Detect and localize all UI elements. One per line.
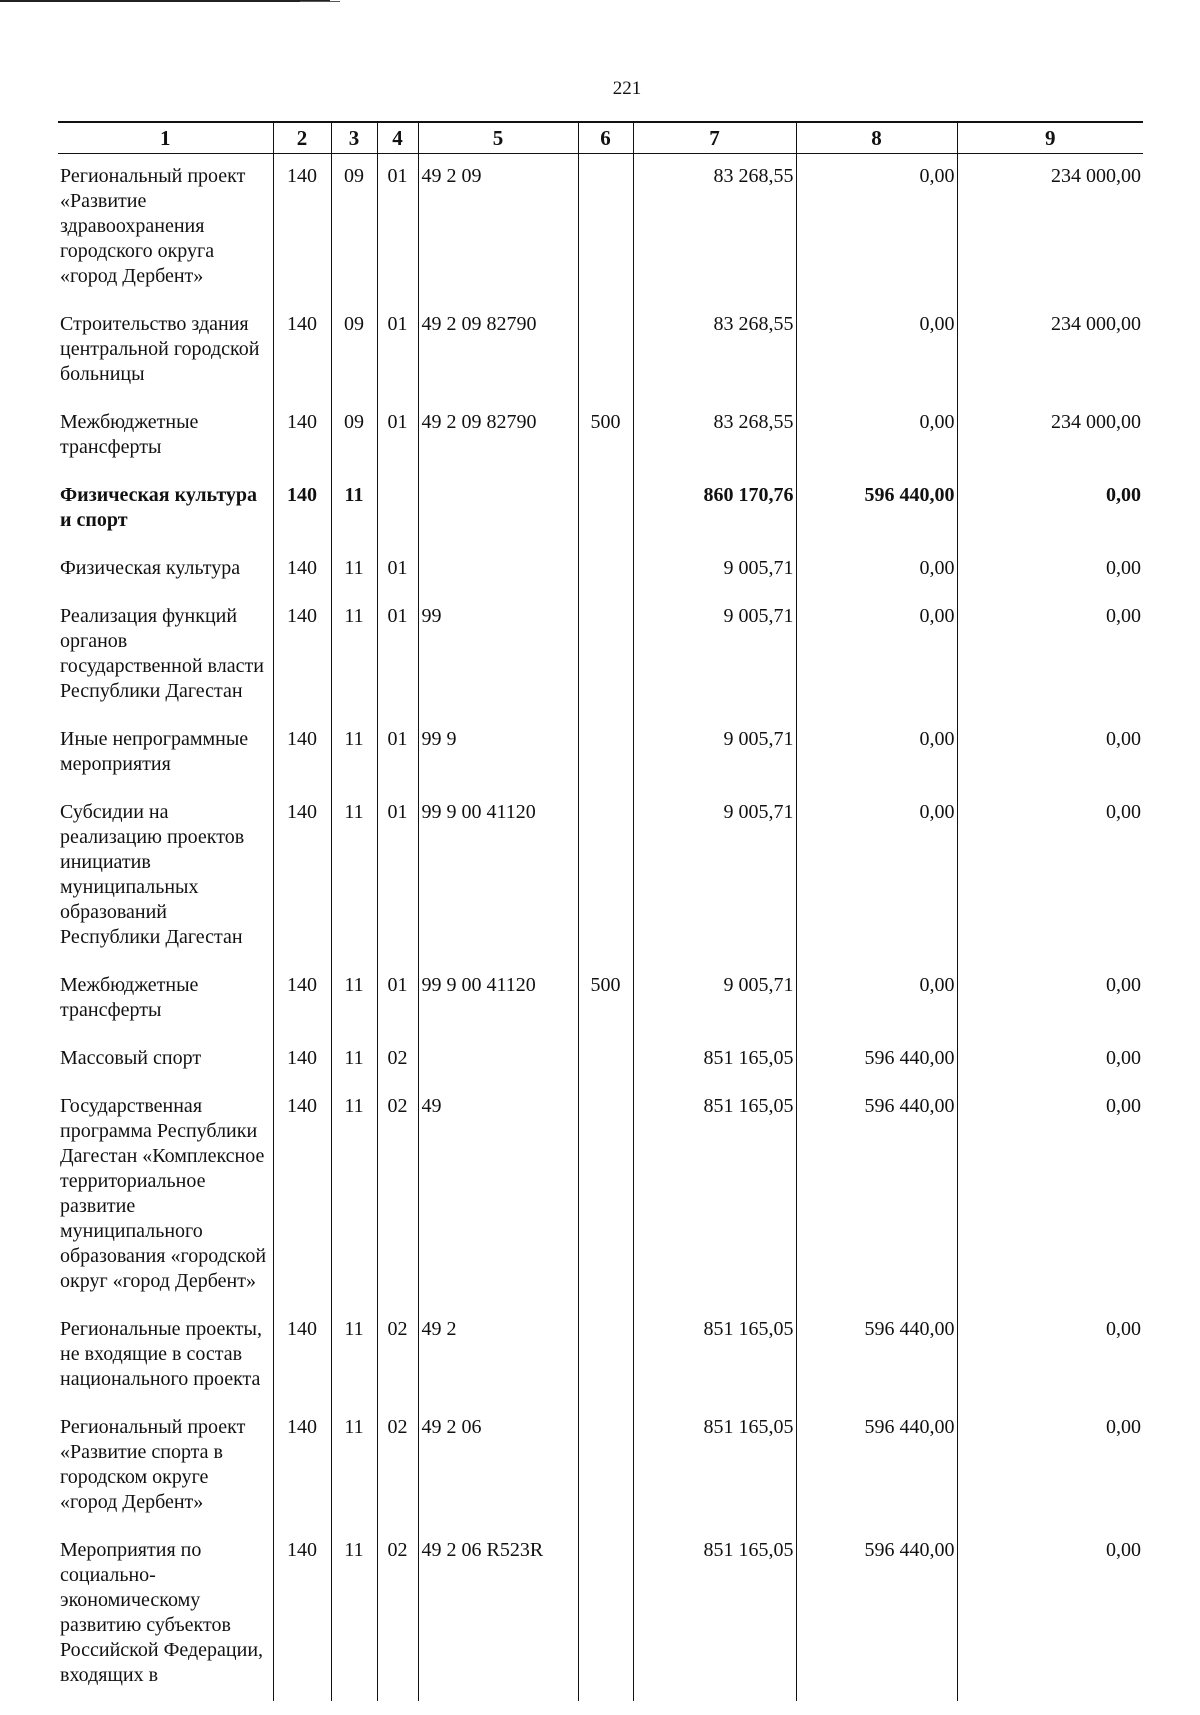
code-col6-cell <box>578 790 633 963</box>
code-col4-cell: 01 <box>377 594 418 717</box>
code-col5-cell: 49 <box>418 1084 578 1307</box>
amount-col8-cell: 596 440,00 <box>796 1084 957 1307</box>
amount-col8-cell: 0,00 <box>796 154 957 303</box>
code-col4-cell: 01 <box>377 963 418 1036</box>
column-header-3: 3 <box>331 122 377 154</box>
code-col3-cell: 09 <box>331 154 377 303</box>
amount-col8-cell: 596 440,00 <box>796 1036 957 1084</box>
row-name-cell: Иные непрограммные мероприятия <box>60 728 249 775</box>
scan-top-rule-fragment <box>300 1 340 2</box>
amount-col8-cell: 0,00 <box>796 790 957 963</box>
code-col2-cell: 140 <box>273 400 331 473</box>
code-col5-cell: 49 2 06 R523R <box>418 1528 578 1701</box>
code-col5-cell: 99 9 <box>418 717 578 790</box>
code-col5-cell <box>418 473 578 546</box>
column-header-9: 9 <box>957 122 1143 154</box>
code-col2-cell: 140 <box>273 1405 331 1528</box>
code-col2-cell: 140 <box>273 154 331 303</box>
amount-col9-cell: 0,00 <box>957 1405 1143 1528</box>
code-col5-cell <box>418 546 578 594</box>
amount-col7-cell: 9 005,71 <box>633 963 796 1036</box>
table-row <box>58 473 1143 546</box>
code-col3-cell: 11 <box>331 1405 377 1528</box>
amount-col7-cell: 83 268,55 <box>633 302 796 400</box>
row-name-cell: Физическая культура <box>60 557 241 579</box>
page-number: 221 <box>612 78 642 99</box>
row-name-cell: Строительство здания центральной городской больницы <box>60 313 260 385</box>
code-col5-cell: 49 2 06 <box>418 1405 578 1528</box>
code-col5-cell: 99 9 00 41120 <box>418 790 578 963</box>
scan-top-rule <box>0 0 330 2</box>
code-col5-cell: 49 2 09 82790 <box>418 302 578 400</box>
code-col6-cell <box>578 302 633 400</box>
code-col2-cell: 140 <box>273 717 331 790</box>
code-col3-cell: 11 <box>331 1084 377 1307</box>
table-row <box>58 400 1143 473</box>
amount-col9-cell: 0,00 <box>957 963 1143 1036</box>
code-col6-cell <box>578 594 633 717</box>
amount-col9-cell: 0,00 <box>957 473 1143 546</box>
column-header-1: 1 <box>58 122 273 154</box>
amount-col9-cell: 234 000,00 <box>957 154 1143 303</box>
amount-col9-cell: 234 000,00 <box>957 400 1143 473</box>
amount-col8-cell: 0,00 <box>796 302 957 400</box>
row-name-cell: Мероприятия по социально-экономическому развитию субъектов Российской Федерации, входящих в <box>60 1539 264 1686</box>
amount-col7-cell: 9 005,71 <box>633 594 796 717</box>
amount-col8-cell: 596 440,00 <box>796 1307 957 1405</box>
code-col4-cell: 01 <box>377 790 418 963</box>
amount-col9-cell: 0,00 <box>957 594 1143 717</box>
table-row <box>58 1528 1143 1701</box>
amount-col7-cell: 851 165,05 <box>633 1528 796 1701</box>
code-col3-cell: 11 <box>331 546 377 594</box>
amount-col8-cell: 0,00 <box>796 594 957 717</box>
row-name-cell: Массовый спорт <box>60 1047 202 1069</box>
code-col2-cell: 140 <box>273 1036 331 1084</box>
code-col4-cell: 02 <box>377 1405 418 1528</box>
code-col2-cell: 140 <box>273 302 331 400</box>
amount-col7-cell: 851 165,05 <box>633 1036 796 1084</box>
amount-col7-cell: 9 005,71 <box>633 717 796 790</box>
code-col3-cell: 09 <box>331 302 377 400</box>
row-name-cell: Региональный проект «Развитие спорта в городском округе «город Дербент» <box>60 1416 246 1513</box>
amount-col8-cell: 0,00 <box>796 400 957 473</box>
table-row <box>58 963 1143 1036</box>
table-row <box>58 594 1143 717</box>
code-col3-cell: 11 <box>331 1307 377 1405</box>
table-row <box>58 1036 1143 1084</box>
row-name-cell: Субсидии на реализацию проектов инициатив муниципальных образований Республики Дагестан <box>60 801 245 948</box>
row-name-cell: Региональный проект «Развитие здравоохранения городского округа «город Дербент» <box>60 165 246 287</box>
code-col2-cell: 140 <box>273 963 331 1036</box>
row-name-cell: Региональные проекты, не входящие в состав национального проекта <box>60 1318 262 1390</box>
code-col6-cell <box>578 1307 633 1405</box>
amount-col9-cell: 0,00 <box>957 546 1143 594</box>
code-col2-cell: 140 <box>273 1307 331 1405</box>
code-col4-cell: 01 <box>377 154 418 303</box>
code-col3-cell: 11 <box>331 473 377 546</box>
code-col2-cell: 140 <box>273 594 331 717</box>
amount-col7-cell: 860 170,76 <box>633 473 796 546</box>
code-col6-cell <box>578 1405 633 1528</box>
amount-col9-cell: 0,00 <box>957 1036 1143 1084</box>
table-row <box>58 717 1143 790</box>
table-row <box>58 1405 1143 1528</box>
amount-col8-cell: 0,00 <box>796 717 957 790</box>
code-col6-cell <box>578 1084 633 1307</box>
code-col4-cell: 01 <box>377 717 418 790</box>
amount-col7-cell: 83 268,55 <box>633 400 796 473</box>
code-col3-cell: 09 <box>331 400 377 473</box>
code-col4-cell <box>377 473 418 546</box>
column-header-6: 6 <box>578 122 633 154</box>
table-row <box>58 1084 1143 1307</box>
code-col5-cell: 49 2 <box>418 1307 578 1405</box>
amount-col8-cell: 0,00 <box>796 963 957 1036</box>
amount-col8-cell: 596 440,00 <box>796 473 957 546</box>
column-header-5: 5 <box>418 122 578 154</box>
code-col4-cell: 02 <box>377 1084 418 1307</box>
code-col5-cell <box>418 1036 578 1084</box>
column-header-7: 7 <box>633 122 796 154</box>
amount-col7-cell: 851 165,05 <box>633 1084 796 1307</box>
code-col3-cell: 11 <box>331 963 377 1036</box>
table-row <box>58 790 1143 963</box>
code-col5-cell: 99 <box>418 594 578 717</box>
amount-col7-cell: 851 165,05 <box>633 1405 796 1528</box>
row-name-cell: Государственная программа Республики Дагестан «Комплексное территориальное развитие муниципального образования «городской округ «город Дербент» <box>60 1095 267 1292</box>
amount-col7-cell: 851 165,05 <box>633 1307 796 1405</box>
code-col2-cell: 140 <box>273 473 331 546</box>
code-col3-cell: 11 <box>331 594 377 717</box>
code-col5-cell: 49 2 09 82790 <box>418 400 578 473</box>
code-col5-cell: 99 9 00 41120 <box>418 963 578 1036</box>
amount-col9-cell: 234 000,00 <box>957 302 1143 400</box>
code-col3-cell: 11 <box>331 717 377 790</box>
row-name-cell: Реализация функций органов государственной власти Республики Дагестан <box>60 605 264 702</box>
code-col2-cell: 140 <box>273 546 331 594</box>
table-body <box>58 154 1143 1702</box>
code-col3-cell: 11 <box>331 1528 377 1701</box>
column-header-4: 4 <box>377 122 418 154</box>
table-row <box>58 1307 1143 1405</box>
code-col6-cell <box>578 154 633 303</box>
code-col4-cell: 01 <box>377 400 418 473</box>
amount-col8-cell: 596 440,00 <box>796 1528 957 1701</box>
table-row <box>58 154 1143 303</box>
code-col2-cell: 140 <box>273 1528 331 1701</box>
code-col4-cell: 02 <box>377 1528 418 1701</box>
row-name-cell: Физическая культура и спорт <box>60 484 258 531</box>
table-row <box>58 302 1143 400</box>
code-col6-cell <box>578 1528 633 1701</box>
amount-col7-cell: 9 005,71 <box>633 546 796 594</box>
amount-col9-cell: 0,00 <box>957 1084 1143 1307</box>
amount-col9-cell: 0,00 <box>957 1528 1143 1701</box>
code-col4-cell: 01 <box>377 302 418 400</box>
amount-col9-cell: 0,00 <box>957 790 1143 963</box>
code-col4-cell: 02 <box>377 1307 418 1405</box>
table-header-row <box>58 122 1143 154</box>
code-col6-cell <box>578 1036 633 1084</box>
amount-col9-cell: 0,00 <box>957 1307 1143 1405</box>
row-name-cell: Межбюджетные трансферты <box>60 974 199 1021</box>
code-col6-cell: 500 <box>578 400 633 473</box>
code-col4-cell: 01 <box>377 546 418 594</box>
amount-col8-cell: 0,00 <box>796 546 957 594</box>
code-col6-cell <box>578 717 633 790</box>
amount-col7-cell: 9 005,71 <box>633 790 796 963</box>
code-col4-cell: 02 <box>377 1036 418 1084</box>
amount-col8-cell: 596 440,00 <box>796 1405 957 1528</box>
row-name-cell: Межбюджетные трансферты <box>60 411 199 458</box>
column-header-8: 8 <box>796 122 957 154</box>
code-col2-cell: 140 <box>273 790 331 963</box>
code-col2-cell: 140 <box>273 1084 331 1307</box>
amount-col7-cell: 83 268,55 <box>633 154 796 303</box>
column-header-2: 2 <box>273 122 331 154</box>
table-row <box>58 546 1143 594</box>
code-col3-cell: 11 <box>331 790 377 963</box>
amount-col9-cell: 0,00 <box>957 717 1143 790</box>
code-col6-cell <box>578 473 633 546</box>
code-col3-cell: 11 <box>331 1036 377 1084</box>
code-col6-cell <box>578 546 633 594</box>
code-col6-cell: 500 <box>578 963 633 1036</box>
code-col5-cell: 49 2 09 <box>418 154 578 303</box>
budget-table <box>58 121 1143 1701</box>
